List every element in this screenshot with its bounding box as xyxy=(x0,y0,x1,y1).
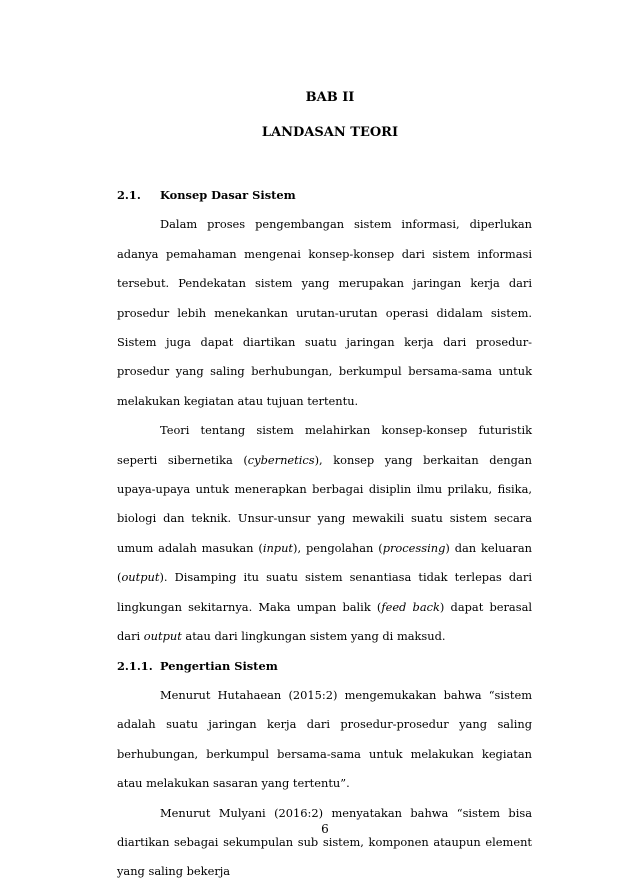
italic-term: output xyxy=(143,629,182,644)
text-run: ) dan keluaran ( xyxy=(117,540,532,585)
paragraph-1: Dalam proses pengembangan sistem informasi, diperlukan adanya pemahaman mengenai konsep-konsep dari sistem informasi tersebut. Pendekatan sistem yang merupakan jaringan kerja dari prosedur lebih menekankan urutan-urutan operasi didalam sistem. Sistem juga dapat diartikan suatu jaringan kerja dari prosedur-prosedur yang saling berhubungan, berkumpul bersama-sama untuk melakukan kegiatan atau tujuan tertentu. xyxy=(117,217,532,408)
italic-term: cybernetics xyxy=(247,452,315,467)
section-title: Pengertian Sistem xyxy=(160,658,278,673)
page-number: 6 xyxy=(321,822,329,836)
text-run: ), konsep yang berkaitan dengan upaya-upaya untuk menerapkan berbagai disiplin ilmu prilaku, fisika, biologi dan teknik. Unsur-unsur yang mewakili suatu sistem secara umum adalah masukan ( xyxy=(117,452,532,555)
text-run: ), pengolahan ( xyxy=(293,540,383,555)
text-run: Teori tentang sistem melahirkan konsep-konsep futuristik seperti sibernetika ( xyxy=(117,423,532,467)
section-title: Konsep Dasar Sistem xyxy=(160,188,296,202)
text-run: ). Disamping itu suatu sistem senantiasa tidak terlepas dari lingkungan sekitarnya. Maka umpan balik ( xyxy=(117,570,532,614)
italic-term: input xyxy=(262,540,293,555)
section-heading-2-1-1 xyxy=(117,652,532,681)
paragraph-4: Menurut Mulyani (2016:2) menyatakan bahwa “sistem bisa diartikan sebagai sekumpulan sub sistem, komponen ataupun element yang saling bekerja xyxy=(117,805,532,879)
section-heading-2-1 xyxy=(117,181,532,210)
paragraph-3: Menurut Hutahaean (2015:2) mengemukakan bahwa “sistem adalah suatu jaringan kerja dari prosedur-prosedur yang saling berhubungan, berkumpul bersama-sama untuk melakukan kegiatan atau melakukan sasaran yang tertentu”. xyxy=(117,687,532,791)
text-run: ) dapat berasal dari xyxy=(117,599,532,644)
italic-term: output xyxy=(121,570,160,585)
paragraph-2 xyxy=(117,416,532,651)
body-text xyxy=(117,181,532,887)
italic-term: feed back xyxy=(381,599,440,614)
chapter-title: LANDASAN TEORI xyxy=(261,125,399,140)
section-number: 2.1.1. xyxy=(117,658,153,673)
section-number: 2.1. xyxy=(117,188,141,202)
italic-term: processing xyxy=(382,540,446,555)
chapter-heading: BAB II xyxy=(305,90,355,105)
text-run: atau dari lingkungan sistem yang di maksud. xyxy=(181,629,446,644)
